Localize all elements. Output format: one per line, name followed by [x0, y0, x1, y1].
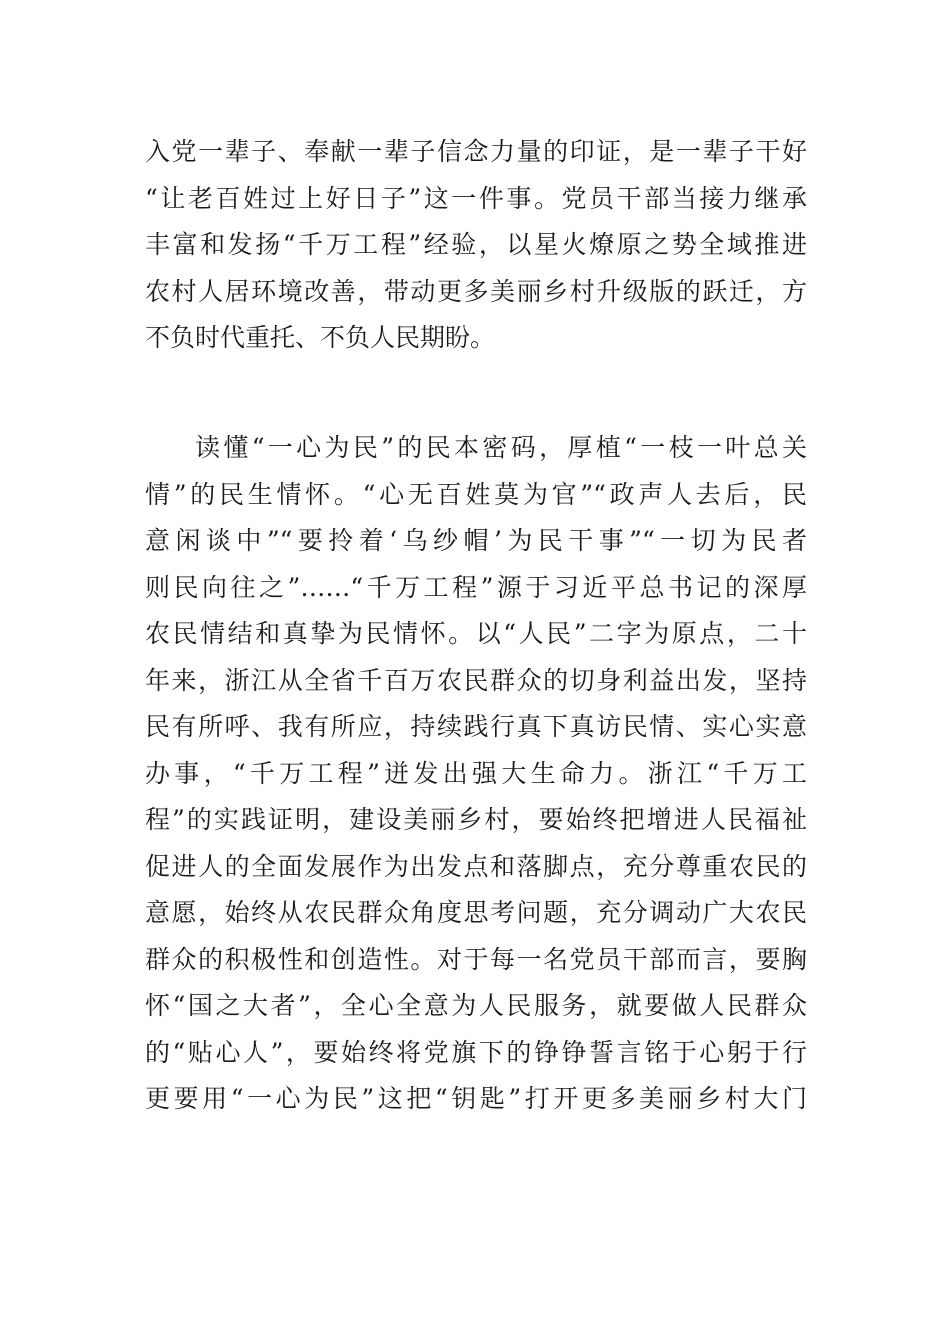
text-line: 丰富和发扬“千万工程”经验，以星火燎原之势全域推进 [145, 230, 807, 259]
text-line: 年来，浙江从全省千百万农民群众的切身利益出发，坚持 [145, 665, 807, 695]
text-line: 群众的积极性和创造性。对于每一名党员干部而言，要胸 [145, 944, 807, 974]
text-line: 更要用“一心为民”这把“钥匙”打开更多美丽乡村大门 [145, 1084, 807, 1113]
text-line: 促进人的全面发展作为出发点和落脚点，充分尊重农民的 [145, 851, 807, 881]
text-line: 入党一辈子、奉献一辈子信念力量的印证，是一辈子干好 [145, 137, 807, 166]
text-line: 程”的实践证明，建设美丽乡村，要始终把增进人民福祉 [145, 805, 807, 834]
text-line: 办事，“千万工程”迸发出强大生命力。浙江“千万工 [145, 758, 807, 788]
text-line: 情”的民生情怀。“心无百姓莫为官”“政声人去后，民 [145, 479, 807, 509]
text-line: 怀“国之大者”，全心全意为人民服务，就要做人民群众 [145, 991, 807, 1020]
text-line: 农民情结和真挚为民情怀。以“人民”二字为原点，二十 [145, 619, 807, 648]
text-line: 的“贴心人”，要始终将党旗下的铮铮誓言铭于心躬于行 [145, 1037, 807, 1067]
text-line: 意愿，始终从农民群众角度思考问题，充分调动广大农民 [145, 898, 807, 927]
text-line: 不负时代重托、不负人民期盼。 [145, 323, 496, 352]
text-line: 读懂“一心为民”的民本密码，厚植“一枝一叶总关 [195, 433, 807, 462]
text-line: 民有所呼、我有所应，持续践行真下真访民情、实心实意 [145, 712, 807, 741]
paragraph-2 [145, 425, 807, 1123]
text-line: 则民向往之”……“千万工程”源于习近平总书记的深厚 [145, 572, 807, 602]
text-line: “让老百姓过上好日子”这一件事。党员干部当接力继承 [145, 183, 807, 213]
text-line: 农村人居环境改善，带动更多美丽乡村升级版的跃迁，方 [145, 276, 807, 306]
text-line: 意闲谈中”“要拎着‘乌纱帽’为民干事”“一切为民者 [145, 526, 807, 555]
paragraph-1 [145, 129, 807, 362]
